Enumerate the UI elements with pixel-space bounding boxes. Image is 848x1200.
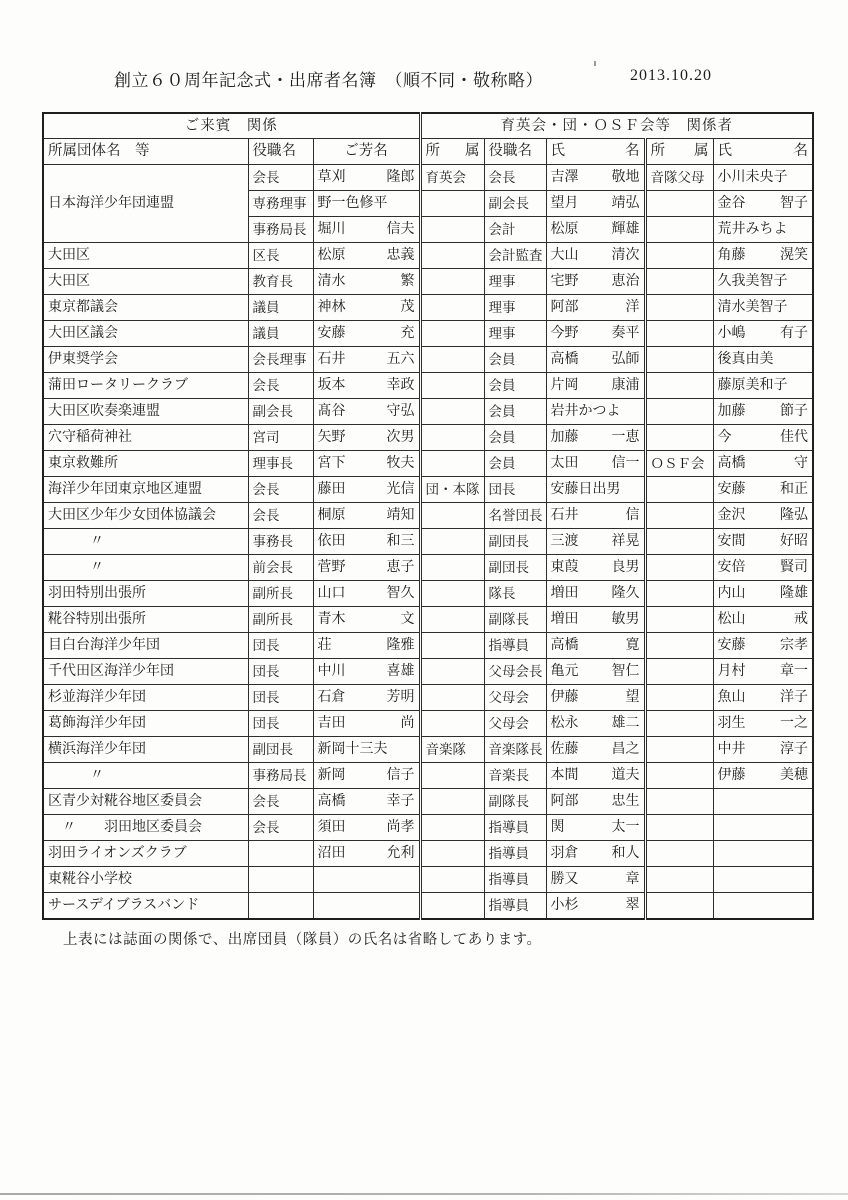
role-cell: 会長 <box>248 503 313 529</box>
table-row <box>43 737 813 763</box>
table-row <box>43 685 813 711</box>
name-cell: 矢野 次男 <box>313 425 420 451</box>
column-header-affil2: 所 属 <box>645 139 713 165</box>
org-cell: サースデイブラスバンド <box>43 893 248 920</box>
role-cell: 宮司 <box>248 425 313 451</box>
name-cell: 久我美智子 <box>713 269 813 295</box>
role-cell: 会長 <box>248 165 313 191</box>
affiliation-cell <box>420 217 484 243</box>
role-cell: 音楽長 <box>484 763 546 789</box>
table-row <box>43 399 813 425</box>
role-cell: 団長 <box>248 685 313 711</box>
name-cell: 荘 隆雅 <box>313 633 420 659</box>
table-row <box>43 607 813 633</box>
name-cell: 羽生 一之 <box>713 711 813 737</box>
org-cell: 目白台海洋少年団 <box>43 633 248 659</box>
name-cell: 増田 敏男 <box>546 607 645 633</box>
right-section-header: 育英会・団・ＯＳＦ会等 関係者 <box>420 113 813 139</box>
table-row <box>43 451 813 477</box>
column-header-name2: 氏 名 <box>546 139 645 165</box>
table-row <box>43 425 813 451</box>
affiliation-cell <box>645 373 713 399</box>
name-cell: 山口 智久 <box>313 581 420 607</box>
name-cell: 勝又 章 <box>546 867 645 893</box>
name-cell: 加藤 節子 <box>713 399 813 425</box>
role-cell <box>248 867 313 893</box>
affiliation-cell <box>645 737 713 763</box>
table-row <box>43 841 813 867</box>
role-cell: 会計監査 <box>484 243 546 269</box>
table-row <box>43 373 813 399</box>
role-cell: 名誉団長 <box>484 503 546 529</box>
affiliation-cell <box>645 581 713 607</box>
role-cell: 会員 <box>484 425 546 451</box>
scan-artifact-line <box>0 1193 848 1195</box>
table-row <box>43 321 813 347</box>
role-cell: 団長 <box>248 633 313 659</box>
name-cell: 清水美智子 <box>713 295 813 321</box>
scan-speck <box>594 61 596 66</box>
role-cell: 会長 <box>484 165 546 191</box>
name-cell: 小川未央子 <box>713 165 813 191</box>
name-cell <box>713 867 813 893</box>
table-row <box>43 763 813 789</box>
role-cell: 副団長 <box>248 737 313 763</box>
name-cell: 藤田 光信 <box>313 477 420 503</box>
name-cell: 髙谷 守弘 <box>313 399 420 425</box>
org-cell: 羽田特別出張所 <box>43 581 248 607</box>
name-cell: 望月 靖弘 <box>546 191 645 217</box>
column-header-name3: 氏 名 <box>713 139 813 165</box>
org-cell: 千代田区海洋少年団 <box>43 659 248 685</box>
column-header-org: 所属団体名 等 <box>43 139 248 165</box>
role-cell: 副団長 <box>484 529 546 555</box>
role-cell: 指導員 <box>484 633 546 659</box>
column-header-name: ご芳名 <box>313 139 420 165</box>
name-cell: 清水 繁 <box>313 269 420 295</box>
org-cell: 東糀谷小学校 <box>43 867 248 893</box>
table-row <box>43 477 813 503</box>
name-cell: 青木 文 <box>313 607 420 633</box>
org-cell: 〃 羽田地区委員会 <box>43 815 248 841</box>
name-cell: 阿部 忠生 <box>546 789 645 815</box>
name-cell: 草刈 隆郎 <box>313 165 420 191</box>
org-cell: 海洋少年団東京地区連盟 <box>43 477 248 503</box>
org-cell: 大田区吹奏楽連盟 <box>43 399 248 425</box>
affiliation-cell <box>645 789 713 815</box>
role-cell: 会員 <box>484 347 546 373</box>
table-row <box>43 347 813 373</box>
name-cell: 片岡 康浦 <box>546 373 645 399</box>
role-cell: 父母会 <box>484 685 546 711</box>
affiliation-cell: 団・本隊 <box>420 477 484 503</box>
affiliation-cell <box>645 711 713 737</box>
name-cell: 安倍 賢司 <box>713 555 813 581</box>
name-cell: 今野 奏平 <box>546 321 645 347</box>
role-cell: 理事 <box>484 321 546 347</box>
affiliation-cell: 音隊父母 <box>645 165 713 191</box>
name-cell: 堀川 信夫 <box>313 217 420 243</box>
name-cell <box>313 867 420 893</box>
name-cell: 本間 道夫 <box>546 763 645 789</box>
name-cell <box>713 841 813 867</box>
role-cell: 会員 <box>484 399 546 425</box>
page-title: 創立６０周年記念式・出席者名簿 （順不同・敬称略） <box>114 71 543 90</box>
table-row <box>43 243 813 269</box>
table-row <box>43 529 813 555</box>
org-cell: 横浜海洋少年団 <box>43 737 248 763</box>
name-cell: 吉田 尚 <box>313 711 420 737</box>
affiliation-cell <box>420 243 484 269</box>
affiliation-cell: 音楽隊 <box>420 737 484 763</box>
name-cell: 依田 和三 <box>313 529 420 555</box>
name-cell: 須田 尚孝 <box>313 815 420 841</box>
role-cell: 音楽隊長 <box>484 737 546 763</box>
role-cell: 会長 <box>248 815 313 841</box>
name-cell: 阿部 洋 <box>546 295 645 321</box>
role-cell: 副会長 <box>484 191 546 217</box>
role-cell: 団長 <box>248 659 313 685</box>
role-cell: 事務長 <box>248 529 313 555</box>
org-cell: 〃 <box>43 555 248 581</box>
name-cell: 角藤 滉笑 <box>713 243 813 269</box>
name-cell: 今 佳代 <box>713 425 813 451</box>
name-cell: 宮下 牧夫 <box>313 451 420 477</box>
role-cell: 理事 <box>484 269 546 295</box>
column-header-row <box>43 139 813 165</box>
role-cell: 指導員 <box>484 893 546 920</box>
affiliation-cell <box>645 243 713 269</box>
name-cell: 高橋 守 <box>713 451 813 477</box>
name-cell: 高橋 幸子 <box>313 789 420 815</box>
name-cell: 藤原美和子 <box>713 373 813 399</box>
org-cell: 〃 <box>43 529 248 555</box>
affiliation-cell <box>645 685 713 711</box>
role-cell: 議員 <box>248 321 313 347</box>
name-cell: 中川 喜雄 <box>313 659 420 685</box>
org-cell: 大田区 <box>43 243 248 269</box>
affiliation-cell <box>645 191 713 217</box>
role-cell: 会長理事 <box>248 347 313 373</box>
name-cell: 後真由美 <box>713 347 813 373</box>
role-cell: 団長 <box>248 711 313 737</box>
name-cell: 伊藤 美穂 <box>713 763 813 789</box>
table-row <box>43 269 813 295</box>
affiliation-cell <box>645 503 713 529</box>
table-row <box>43 503 813 529</box>
affiliation-cell <box>420 373 484 399</box>
affiliation-cell <box>420 425 484 451</box>
name-cell: 金沢 隆弘 <box>713 503 813 529</box>
affiliation-cell <box>645 633 713 659</box>
org-cell: 大田区議会 <box>43 321 248 347</box>
table-body <box>43 165 813 920</box>
affiliation-cell <box>420 711 484 737</box>
role-cell: 副会長 <box>248 399 313 425</box>
affiliation-cell <box>420 581 484 607</box>
role-cell: 会長 <box>248 373 313 399</box>
affiliation-cell <box>420 633 484 659</box>
role-cell: 会員 <box>484 451 546 477</box>
role-cell: 教育長 <box>248 269 313 295</box>
table-row <box>43 867 813 893</box>
role-cell: 会長 <box>248 789 313 815</box>
table-row <box>43 815 813 841</box>
name-cell: 小杉 翠 <box>546 893 645 920</box>
role-cell: 副団長 <box>484 555 546 581</box>
role-cell: 父母会長 <box>484 659 546 685</box>
role-cell: 事務局長 <box>248 217 313 243</box>
name-cell: 高橋 寛 <box>546 633 645 659</box>
table-row <box>43 581 813 607</box>
role-cell: 会長 <box>248 477 313 503</box>
name-cell <box>313 893 420 920</box>
table-row <box>43 295 813 321</box>
affiliation-cell <box>645 607 713 633</box>
affiliation-cell <box>420 763 484 789</box>
name-cell <box>713 789 813 815</box>
affiliation-cell <box>645 893 713 920</box>
affiliation-cell <box>645 425 713 451</box>
name-cell: 松原 輝雄 <box>546 217 645 243</box>
name-cell: 東葭 良男 <box>546 555 645 581</box>
affiliation-cell <box>420 867 484 893</box>
table-row <box>43 893 813 920</box>
left-section-header: ご来賓 関係 <box>43 113 420 139</box>
name-cell: 大山 清次 <box>546 243 645 269</box>
org-cell: 〃 <box>43 763 248 789</box>
name-cell: 中井 淳子 <box>713 737 813 763</box>
role-cell: 指導員 <box>484 841 546 867</box>
name-cell: 荒井みちよ <box>713 217 813 243</box>
role-cell: 副隊長 <box>484 789 546 815</box>
role-cell <box>248 893 313 920</box>
org-cell: 杉並海洋少年団 <box>43 685 248 711</box>
name-cell: 石井 信 <box>546 503 645 529</box>
name-cell: 三渡 祥晃 <box>546 529 645 555</box>
role-cell: 副所長 <box>248 607 313 633</box>
affiliation-cell <box>645 815 713 841</box>
affiliation-cell: 育英会 <box>420 165 484 191</box>
affiliation-cell <box>420 399 484 425</box>
affiliation-cell <box>645 321 713 347</box>
org-cell: 葛飾海洋少年団 <box>43 711 248 737</box>
role-cell <box>248 841 313 867</box>
role-cell: 前会長 <box>248 555 313 581</box>
name-cell <box>713 815 813 841</box>
role-cell: 会計 <box>484 217 546 243</box>
name-cell: 坂本 幸政 <box>313 373 420 399</box>
name-cell: 月村 章一 <box>713 659 813 685</box>
name-cell: 松山 戒 <box>713 607 813 633</box>
affiliation-cell <box>645 763 713 789</box>
affiliation-cell <box>645 555 713 581</box>
affiliation-cell <box>645 269 713 295</box>
column-header-role: 役職名 <box>248 139 313 165</box>
name-cell: 菅野 恵子 <box>313 555 420 581</box>
name-cell: 佐藤 昌之 <box>546 737 645 763</box>
affiliation-cell <box>420 295 484 321</box>
affiliation-cell <box>420 451 484 477</box>
document-date: 2013.10.20 <box>630 67 712 84</box>
org-cell: 区青少対糀谷地区委員会 <box>43 789 248 815</box>
affiliation-cell <box>645 659 713 685</box>
name-cell: 石倉 芳明 <box>313 685 420 711</box>
affiliation-cell <box>420 685 484 711</box>
table-row <box>43 633 813 659</box>
name-cell: 亀元 智仁 <box>546 659 645 685</box>
org-cell: 東京都議会 <box>43 295 248 321</box>
name-cell: 新岡十三夫 <box>313 737 420 763</box>
role-cell: 隊長 <box>484 581 546 607</box>
org-cell: 大田区少年少女団体協議会 <box>43 503 248 529</box>
role-cell: 理事長 <box>248 451 313 477</box>
role-cell: 議員 <box>248 295 313 321</box>
table-row <box>43 659 813 685</box>
org-cell: 大田区 <box>43 269 248 295</box>
name-cell: 野一色修平 <box>313 191 420 217</box>
affiliation-cell <box>420 893 484 920</box>
affiliation-cell <box>420 269 484 295</box>
name-cell: 羽倉 和人 <box>546 841 645 867</box>
affiliation-cell <box>420 321 484 347</box>
affiliation-cell <box>420 191 484 217</box>
affiliation-cell <box>645 217 713 243</box>
column-header-role2: 役職名 <box>484 139 546 165</box>
org-cell: 糀谷特別出張所 <box>43 607 248 633</box>
role-cell: 区長 <box>248 243 313 269</box>
affiliation-cell <box>645 867 713 893</box>
org-cell: 羽田ライオンズクラブ <box>43 841 248 867</box>
role-cell: 副所長 <box>248 581 313 607</box>
name-cell: 高橋 弘師 <box>546 347 645 373</box>
attendee-table <box>42 112 814 920</box>
name-cell: 伊藤 望 <box>546 685 645 711</box>
name-cell: 増田 隆久 <box>546 581 645 607</box>
affiliation-cell <box>645 399 713 425</box>
role-cell: 事務局長 <box>248 763 313 789</box>
org-cell: 穴守稲荷神社 <box>43 425 248 451</box>
role-cell: 指導員 <box>484 867 546 893</box>
name-cell: 内山 隆雄 <box>713 581 813 607</box>
section-header-row <box>43 113 813 139</box>
name-cell: 金谷 智子 <box>713 191 813 217</box>
name-cell: 宅野 恵治 <box>546 269 645 295</box>
org-cell: 日本海洋少年団連盟 <box>43 165 248 243</box>
role-cell: 団長 <box>484 477 546 503</box>
affiliation-cell <box>420 555 484 581</box>
role-cell: 指導員 <box>484 815 546 841</box>
affiliation-cell <box>420 659 484 685</box>
role-cell: 副隊長 <box>484 607 546 633</box>
affiliation-cell <box>645 841 713 867</box>
affiliation-cell <box>645 477 713 503</box>
table-row <box>43 555 813 581</box>
column-header-affil: 所 属 <box>420 139 484 165</box>
name-cell: 松原 忠義 <box>313 243 420 269</box>
table-row <box>43 711 813 737</box>
name-cell: 安藤 充 <box>313 321 420 347</box>
affiliation-cell <box>420 607 484 633</box>
name-cell: 石井 五六 <box>313 347 420 373</box>
name-cell: 岩井かつよ <box>546 399 645 425</box>
table-row <box>43 165 813 191</box>
name-cell: 小嶋 有子 <box>713 321 813 347</box>
name-cell <box>713 893 813 920</box>
role-cell: 父母会 <box>484 711 546 737</box>
affiliation-cell: ＯＳＦ会 <box>645 451 713 477</box>
affiliation-cell <box>645 295 713 321</box>
footnote: 上表には誌面の関係で、出席団員（隊員）の氏名は省略してあります。 <box>63 932 542 948</box>
name-cell: 松永 雄二 <box>546 711 645 737</box>
role-cell: 会員 <box>484 373 546 399</box>
name-cell: 桐原 靖知 <box>313 503 420 529</box>
name-cell: 太田 信一 <box>546 451 645 477</box>
org-cell: 蒲田ロータリークラブ <box>43 373 248 399</box>
name-cell: 関 太一 <box>546 815 645 841</box>
affiliation-cell <box>420 815 484 841</box>
affiliation-cell <box>645 529 713 555</box>
name-cell: 新岡 信子 <box>313 763 420 789</box>
name-cell: 加藤 一恵 <box>546 425 645 451</box>
name-cell: 吉澤 敬地 <box>546 165 645 191</box>
affiliation-cell <box>420 347 484 373</box>
affiliation-cell <box>420 789 484 815</box>
org-cell: 伊東奨学会 <box>43 347 248 373</box>
name-cell: 神林 茂 <box>313 295 420 321</box>
table-row <box>43 789 813 815</box>
name-cell: 安藤日出男 <box>546 477 645 503</box>
role-cell: 専務理事 <box>248 191 313 217</box>
name-cell: 魚山 洋子 <box>713 685 813 711</box>
org-cell: 東京救難所 <box>43 451 248 477</box>
role-cell: 理事 <box>484 295 546 321</box>
affiliation-cell <box>420 503 484 529</box>
name-cell: 安間 好昭 <box>713 529 813 555</box>
affiliation-cell <box>420 529 484 555</box>
affiliation-cell <box>645 347 713 373</box>
name-cell: 沼田 允利 <box>313 841 420 867</box>
affiliation-cell <box>420 841 484 867</box>
name-cell: 安藤 和正 <box>713 477 813 503</box>
name-cell: 安藤 宗孝 <box>713 633 813 659</box>
